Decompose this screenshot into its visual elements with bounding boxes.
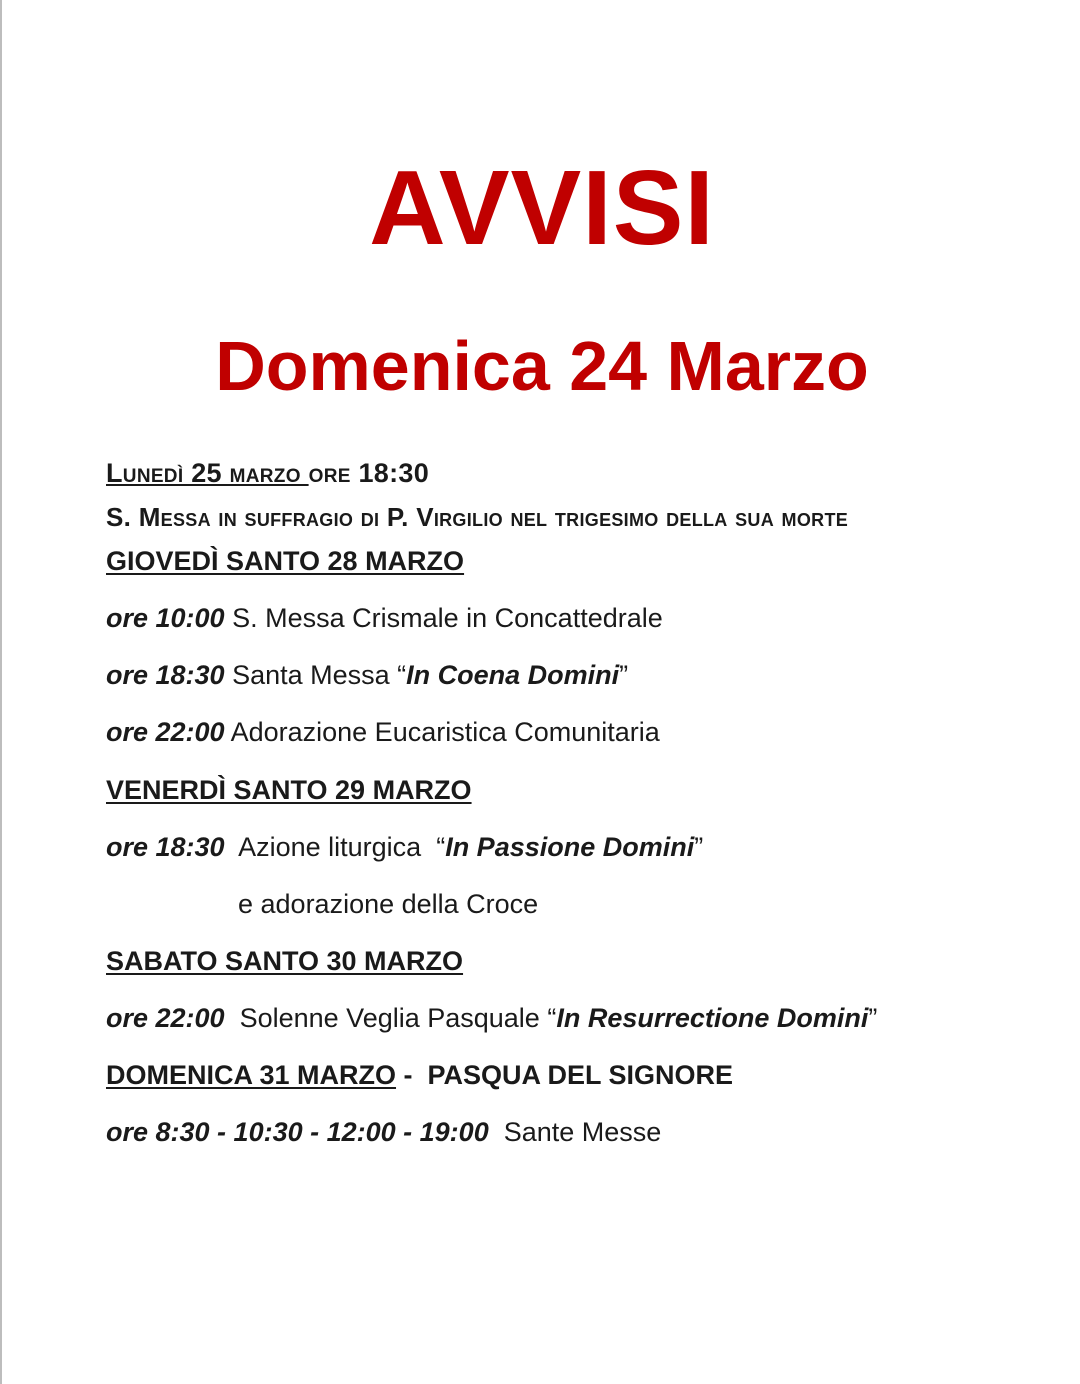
event-text: Sante Messe — [488, 1117, 662, 1147]
event-time: ore 22:00 — [106, 717, 225, 747]
monday-heading — [106, 456, 429, 490]
event-text: S. Messa Crismale in Concattedrale — [224, 603, 663, 633]
event-text: Azione liturgica “ — [224, 832, 446, 862]
friday-continuation: e adorazione della Croce — [238, 889, 539, 919]
event-emphasis: In Resurrectione Domini — [556, 1003, 869, 1033]
event-close-quote: ” — [619, 660, 629, 690]
monday-date: Lunedì 25 marzo — [106, 458, 309, 488]
event-text: Solenne Veglia Pasquale “ — [224, 1003, 557, 1033]
sunday-event — [106, 1115, 661, 1149]
event-time: ore 10:00 — [106, 603, 225, 633]
event-emphasis: In Coena Domini — [406, 660, 620, 690]
friday-heading: VENERDÌ SANTO 29 MARZO — [106, 775, 472, 805]
event-close-quote: ” — [694, 832, 704, 862]
event-time: ore 18:30 — [106, 660, 225, 690]
event-text: Santa Messa “ — [224, 660, 407, 690]
saturday-heading: SABATO SANTO 30 MARZO — [106, 946, 464, 976]
event-emphasis: In Passione Domini — [445, 832, 695, 862]
monday-description: S. Messa in suffragio di P. Virgilio nel trigesimo della sua morte — [106, 502, 849, 532]
thursday-event-1 — [106, 601, 663, 635]
thursday-event-2 — [106, 658, 628, 692]
sunday-heading — [106, 1058, 733, 1092]
saturday-event — [106, 1001, 877, 1035]
thursday-heading: GIOVEDÌ SANTO 28 MARZO — [106, 546, 465, 576]
thursday-event-3 — [106, 715, 660, 749]
friday-event — [106, 830, 703, 864]
sunday-heading-date: DOMENICA 31 MARZO — [106, 1060, 397, 1090]
monday-ore: ore — [308, 458, 351, 488]
event-time: ore 18:30 — [106, 832, 225, 862]
monday-time: 18:30 — [350, 458, 430, 488]
page-subtitle: Domenica 24 Marzo — [215, 327, 869, 405]
event-time: ore 8:30 - 10:30 - 12:00 - 19:00 — [106, 1117, 489, 1147]
sunday-heading-title: - PASQUA DEL SIGNORE — [396, 1060, 734, 1090]
event-close-quote: ” — [868, 1003, 878, 1033]
event-text: Adorazione Eucaristica Comunitaria — [224, 717, 660, 747]
event-time: ore 22:00 — [106, 1003, 225, 1033]
page-title: AVVISI — [369, 149, 715, 267]
